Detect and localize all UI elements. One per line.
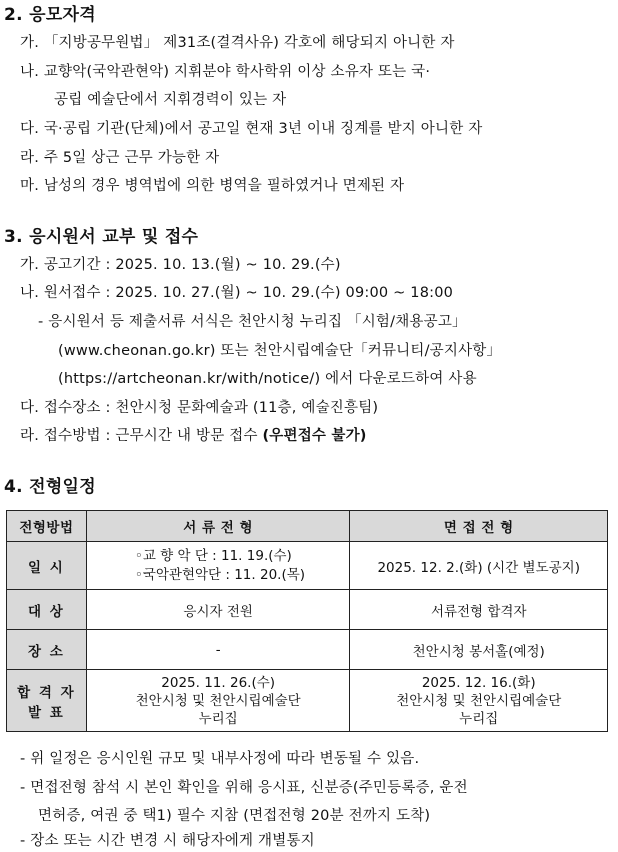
note-line: - 장소 또는 시간 변경 시 해당자에게 개별통지: [20, 833, 315, 849]
doc-date-korean-orchestra: ◦국악관현악단 : 11. 20.(목): [134, 566, 306, 583]
schedule-row-date: [7, 542, 608, 590]
interview-result-cell: [350, 670, 608, 732]
qualification-line: 공립 예술단에서 지휘경력이 있는 자: [54, 92, 287, 108]
header-interview: 면 접 전 형: [350, 511, 608, 542]
section-title-application: 3. 응시원서 교부 및 접수: [4, 227, 199, 247]
interview-result-where: 천안시청 및 천안시립예술단: [396, 692, 562, 709]
interview-place-cell: 천안시청 봉서홀(예정): [350, 630, 608, 670]
application-line: 다. 접수장소 : 천안시청 문화예술과 (11층, 예술진흥팀): [20, 400, 379, 416]
doc-result-site: 누리집: [198, 710, 238, 727]
row-label-result-line1: 합 격 자: [17, 684, 76, 701]
application-method-text: 라. 접수방법 : 근무시간 내 방문 접수: [20, 428, 263, 444]
application-line: (https://artcheonan.kr/with/notice/) 에서 다운로드하여 사용: [58, 371, 477, 387]
row-label-target: 대 상: [7, 590, 87, 630]
note-line: - 면접전형 참석 시 본인 확인을 위해 응시표, 신분증(주민등록증, 운전: [20, 780, 468, 796]
document-place-cell: -: [86, 630, 350, 670]
qualification-line: 라. 주 5일 상근 근무 가능한 자: [20, 150, 220, 166]
schedule-table: [6, 510, 608, 732]
interview-target-cell: 서류전형 합격자: [350, 590, 608, 630]
row-label-result: [7, 670, 87, 732]
document-result-cell: [86, 670, 350, 732]
row-label-result-line2: 발 표: [28, 704, 65, 721]
doc-result-date: 2025. 11. 26.(수): [161, 674, 276, 691]
interview-date-cell: 2025. 12. 2.(화) (시간 별도공지): [350, 542, 608, 590]
doc-result-where: 천안시청 및 천안시립예술단: [135, 692, 301, 709]
qualification-line: 가. 「지방공무원법」 제31조(결격사유) 각호에 해당되지 아니한 자: [20, 35, 455, 51]
row-label-date: 일 시: [7, 542, 87, 590]
qualification-line: 다. 국·공립 기관(단체)에서 공고일 현재 3년 이내 징계를 받지 아니한 자: [20, 121, 483, 137]
schedule-row-place: [7, 630, 608, 670]
note-line: 면허증, 여권 중 택1) 필수 지참 (면접전형 20분 전까지 도착): [38, 808, 431, 824]
row-label-place: 장 소: [7, 630, 87, 670]
application-line-method: [20, 424, 367, 445]
no-mail-emphasis: (우편접수 불가): [262, 428, 367, 444]
document-date-cell: [86, 542, 350, 590]
interview-result-site: 누리집: [459, 710, 499, 727]
schedule-header-row: [7, 511, 608, 542]
application-line: (www.cheonan.go.kr) 또는 천안시립예술단「커뮤니티/공지사항」: [58, 343, 502, 359]
application-line: - 응시원서 등 제출서류 서식은 천안시청 누리집 「시험/채용공고」: [38, 314, 467, 330]
qualification-line: 나. 교향악(국악관현악) 지휘분야 학사학위 이상 소유자 또는 국·: [20, 64, 431, 80]
interview-result-date: 2025. 12. 16.(화): [421, 674, 536, 691]
application-line: 가. 공고기간 : 2025. 10. 13.(월) ~ 10. 29.(수): [20, 257, 341, 273]
schedule-row-target: [7, 590, 608, 630]
document-target-cell: 응시자 전원: [86, 590, 350, 630]
qualification-line: 마. 남성의 경우 병역법에 의한 병역을 필하였거나 면제된 자: [20, 178, 405, 194]
doc-date-orchestra: ◦교 향 악 단 : 11. 19.(수): [134, 547, 292, 564]
section-title-schedule: 4. 전형일정: [4, 477, 96, 497]
header-method: 전형방법: [7, 511, 87, 542]
application-line: 나. 원서접수 : 2025. 10. 27.(월) ~ 10. 29.(수) 09:00 ~ 18:00: [20, 285, 454, 301]
schedule-row-result: [7, 670, 608, 732]
section-title-qualifications: 2. 응모자격: [4, 5, 96, 25]
note-line: - 위 일정은 응시인원 규모 및 내부사정에 따라 변동될 수 있음.: [20, 751, 420, 767]
header-document-screening: 서 류 전 형: [86, 511, 350, 542]
